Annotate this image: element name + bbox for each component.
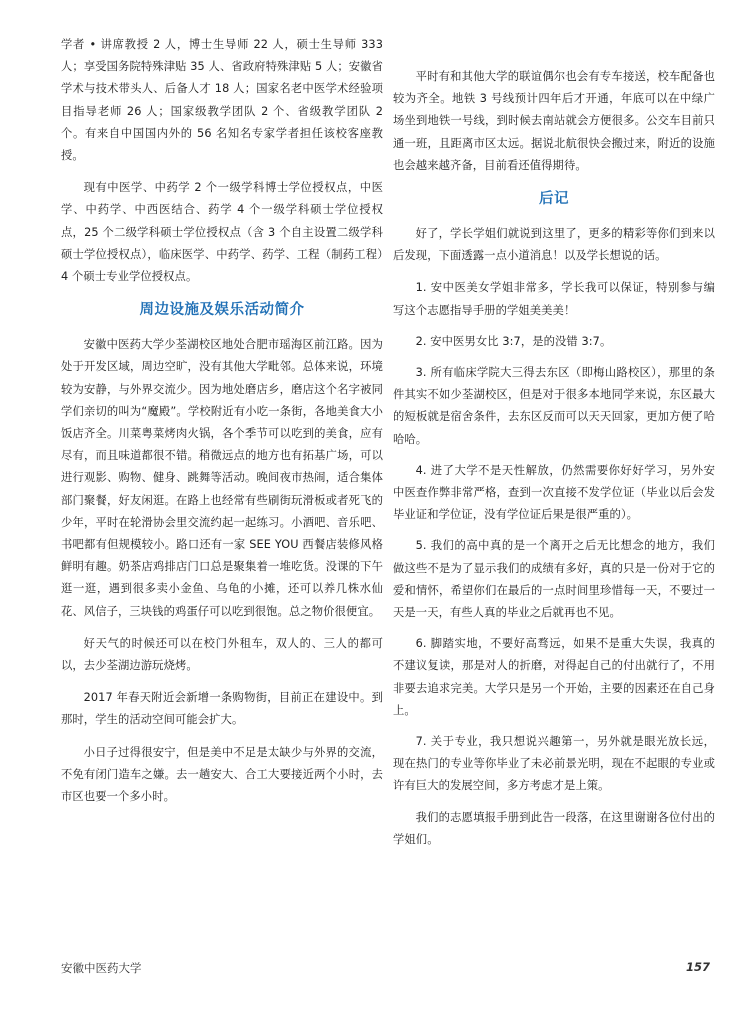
tip-item: 4. 进了大学不是天性解放，仍然需要你好好学习，另外安中医查作弊非常严格，查到一次直接不发学位证（毕业以后会发毕业证和学位证，没有学位证后果是很严重的）。 <box>393 463 715 522</box>
right-column <box>393 66 715 861</box>
tip-item: 7. 关于专业，我只想说兴趣第一，另外就是眼光放长远，现在热门的专业等你毕业了未必前景光明，现在不起眼的专业或许有巨大的发展空间，多方考虑才是上策。 <box>393 735 715 793</box>
page-number: 157 <box>685 960 710 974</box>
outing-paragraph: 好天气的时候还可以在校门外租车，双人的、三人的都可以，去少荃湖边游玩烧烤。 <box>61 636 383 673</box>
faculty-paragraph: 学者 • 讲席教授 2 人，博士生导师 22 人，硕士生导师 333 人；享受国务院特殊津贴 35 人、省政府特殊津贴 5 人；安徽省学术与技术带头人、后备人才 18 人；国家名老中医学术经验项目指导老师 26 人；国家级教学团队 2 个、省级教学团队 2 个。有来自中国国内外的 56 名知名专家学者担任该校客座教授。 <box>61 38 383 163</box>
quiet-life-paragraph: 小日子过得很安宁，但是美中不足是太缺少与外界的交流，不免有闭门造车之嫌。去一趟安大、合工大要接近两个小时，去市区也要一个多小时。 <box>61 745 383 804</box>
tip-item: 1. 安中医美女学姐非常多，学长我可以保证，特别参与编写这个志愿指导手册的学姐美美美！ <box>393 281 715 317</box>
tip-item: 2. 安中医男女比 3:7，是的没错 3:7。 <box>415 334 612 348</box>
afterword-intro: 好了，学长学姐们就说到这里了，更多的精彩等你们到来以后发现，下面透露一点小道消息！以及学长想说的话。 <box>393 227 715 263</box>
closing-paragraph: 我们的志愿填报手册到此告一段落，在这里谢谢各位付出的学姐们。 <box>393 810 715 846</box>
campus-surroundings-paragraph: 安徽中医药大学少荃湖校区地处合肥市瑶海区前江路。因为处于开发区域，周边空旷，没有其他大学毗邻。总体来说，环境较为安静，与外界交流少。因为地处磨店乡，磨店这个名字被同学们亲切的叫为“魔殿”。学校附近有小吃一条街，各地美食大小饭店齐全。川菜粤菜烤肉火锅，各个季节可以吃到的美食，应有尽有，而且味道都很不错。稍微远点的地方也有拓基广场，可以进行观影、购物、健身、跳舞等活动。晚间夜市热闹，适合集体部门聚餐，好友闲逛。在路上也经常有些刷街玩滑板或者死飞的少年，平时在轮滑协会里交流约起一起练习。小酒吧、音乐吧、书吧都有但规模较小。路口还有一家 SEE YOU 西餐店装修风格鲜明有趣。奶茶店鸡排店门口总是聚集着一堆吃货。没课的下午逛一逛，遇到很多卖小金鱼、乌龟的小摊，还可以养几株水仙花、风信子，三块钱的鸡蛋仔可以吃到很饱。总之物价很便宜。 <box>61 338 383 618</box>
afterword-heading: 后记 <box>539 191 569 208</box>
left-column <box>61 34 383 818</box>
tip-item: 6. 脚踏实地，不要好高骛远，如果不是重大失误，我真的不建议复读，那是对人的折磨，对得起自己的付出就行了，不用非要去追求完美。大学只是另一个开始，主要的因素还在自己身上。 <box>393 637 715 717</box>
footer-school-name: 安徽中医药大学 <box>61 961 142 975</box>
tip-item: 3. 所有临床学院大三得去东区（即梅山路校区），那里的条件其实不如少荃湖校区，但是对于很多本地同学来说，东区最大的短板就是宿舍条件，去东区反而可以天天回家，更加方便了哈哈哈。 <box>393 366 715 446</box>
shopping-street-paragraph: 2017 年春天附近会新增一条购物街，目前正在建设中。到那时，学生的活动空间可能会扩大。 <box>61 691 383 727</box>
facilities-heading: 周边设施及娱乐活动简介 <box>139 302 305 319</box>
transport-paragraph: 平时有和其他大学的联谊偶尔也会有专车接送，校车配备也较为齐全。地铁 3 号线预计四年后才开通，年底可以在中绿广场坐到地铁一号线，到时候去南站就会方便很多。公交车目前只通一班，且距离市区太远。据说北航很快会搬过来，附近的设施也会越来越齐备，目前看还值得期待。 <box>393 70 715 172</box>
degree-programs-paragraph: 现有中医学、中药学 2 个一级学科博士学位授权点，中医学、中药学、中西医结合、药学 4 个一级学科硕士学位授权点，25 个二级学科硕士学位授权点（含 3 个自主设置二级学科硕士学位授权点），临床医学、中药学、药学、工程（制药工程）4 个硕士专业学位授权点。 <box>61 181 383 284</box>
tip-item: 5. 我们的高中真的是一个离开之后无比想念的地方，我们做这些不是为了显示我们的成绩有多好，真的只是一份对于它的爱和情怀，希望你们在最后的一点时间里珍惜每一天，不要过一天是一天，有些人真的毕业之后就再也不见。 <box>393 539 715 620</box>
